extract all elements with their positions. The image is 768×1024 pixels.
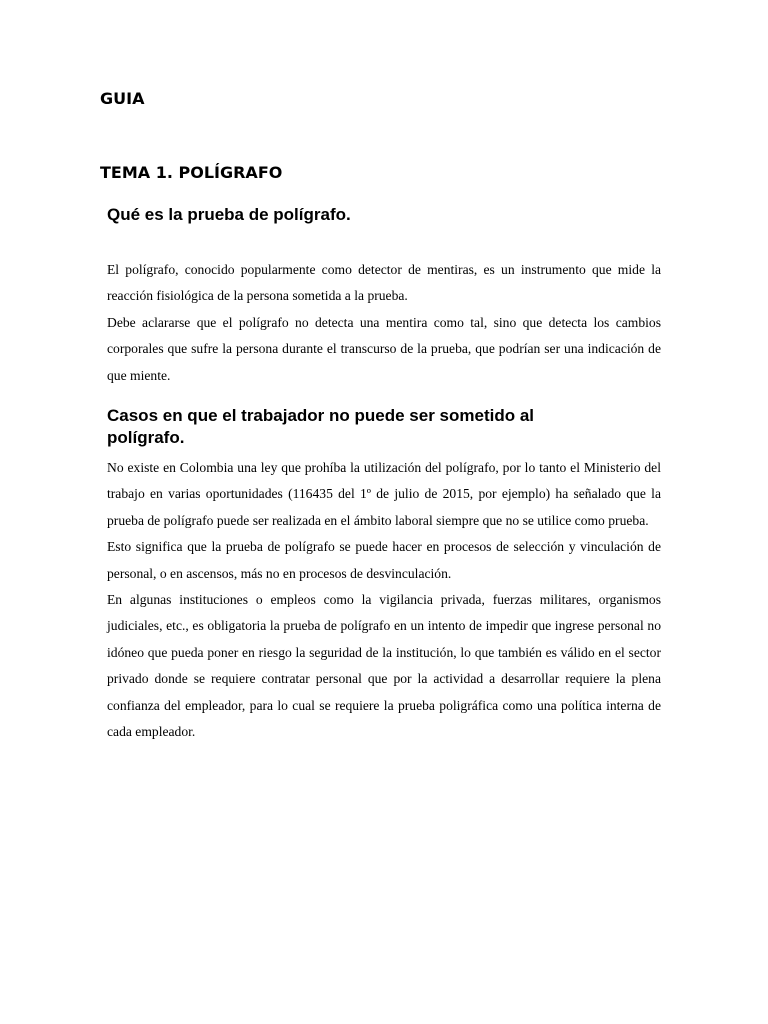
paragraph: El polígrafo, conocido popularmente como detector de mentiras, es un instrumento que mide la reacción fisiológica de la persona sometida a la prueba. — [107, 262, 661, 304]
paragraph: Esto significa que la prueba de polígrafo se puede hacer en procesos de selección y vinculación de personal, o en ascensos, más no en procesos de desvinculación. — [107, 539, 661, 581]
section-heading-polygraph-definition: Qué es la prueba de polígrafo. — [107, 205, 351, 224]
paragraph: Debe aclararse que el polígrafo no detecta una mentira como tal, sino que detecta los cambios corporales que sufre la persona durante el transcurso de la prueba, que podrían ser una indicación de que miente. — [107, 314, 661, 383]
paragraph: No existe en Colombia una ley que prohíba la utilización del polígrafo, por lo tanto el Ministerio del trabajo en varias oportunidades (116435 del 1º de julio de 2015, por ejemplo) ha señalado que la prueba de polígrafo puede ser realizada en el ámbito laboral siempre que no se utilice como prueba. — [107, 460, 661, 528]
document-title: GUIA — [100, 89, 145, 108]
section-heading-worker-cases: Casos en que el trabajador no puede ser sometido al polígrafo. — [107, 406, 535, 447]
paragraph: En algunas instituciones o empleos como la vigilancia privada, fuerzas militares, organismos judiciales, etc., es obligatoria la prueba de polígrafo en un intento de impedir que ingrese personal no idóneo que pueda poner en riesgo la seguridad de la institución, lo que también es válido en el sector privado donde se requiere contratar personal que por la actividad a desarrollar requiere la plena confianza del empleador, para lo cual se requiere la prueba poligráfica como una política interna de cada empleador. — [107, 592, 661, 740]
section-body-polygraph-definition — [107, 257, 661, 389]
section-body-worker-cases — [107, 455, 661, 745]
topic-title: TEMA 1. POLÍGRAFO — [100, 163, 283, 182]
